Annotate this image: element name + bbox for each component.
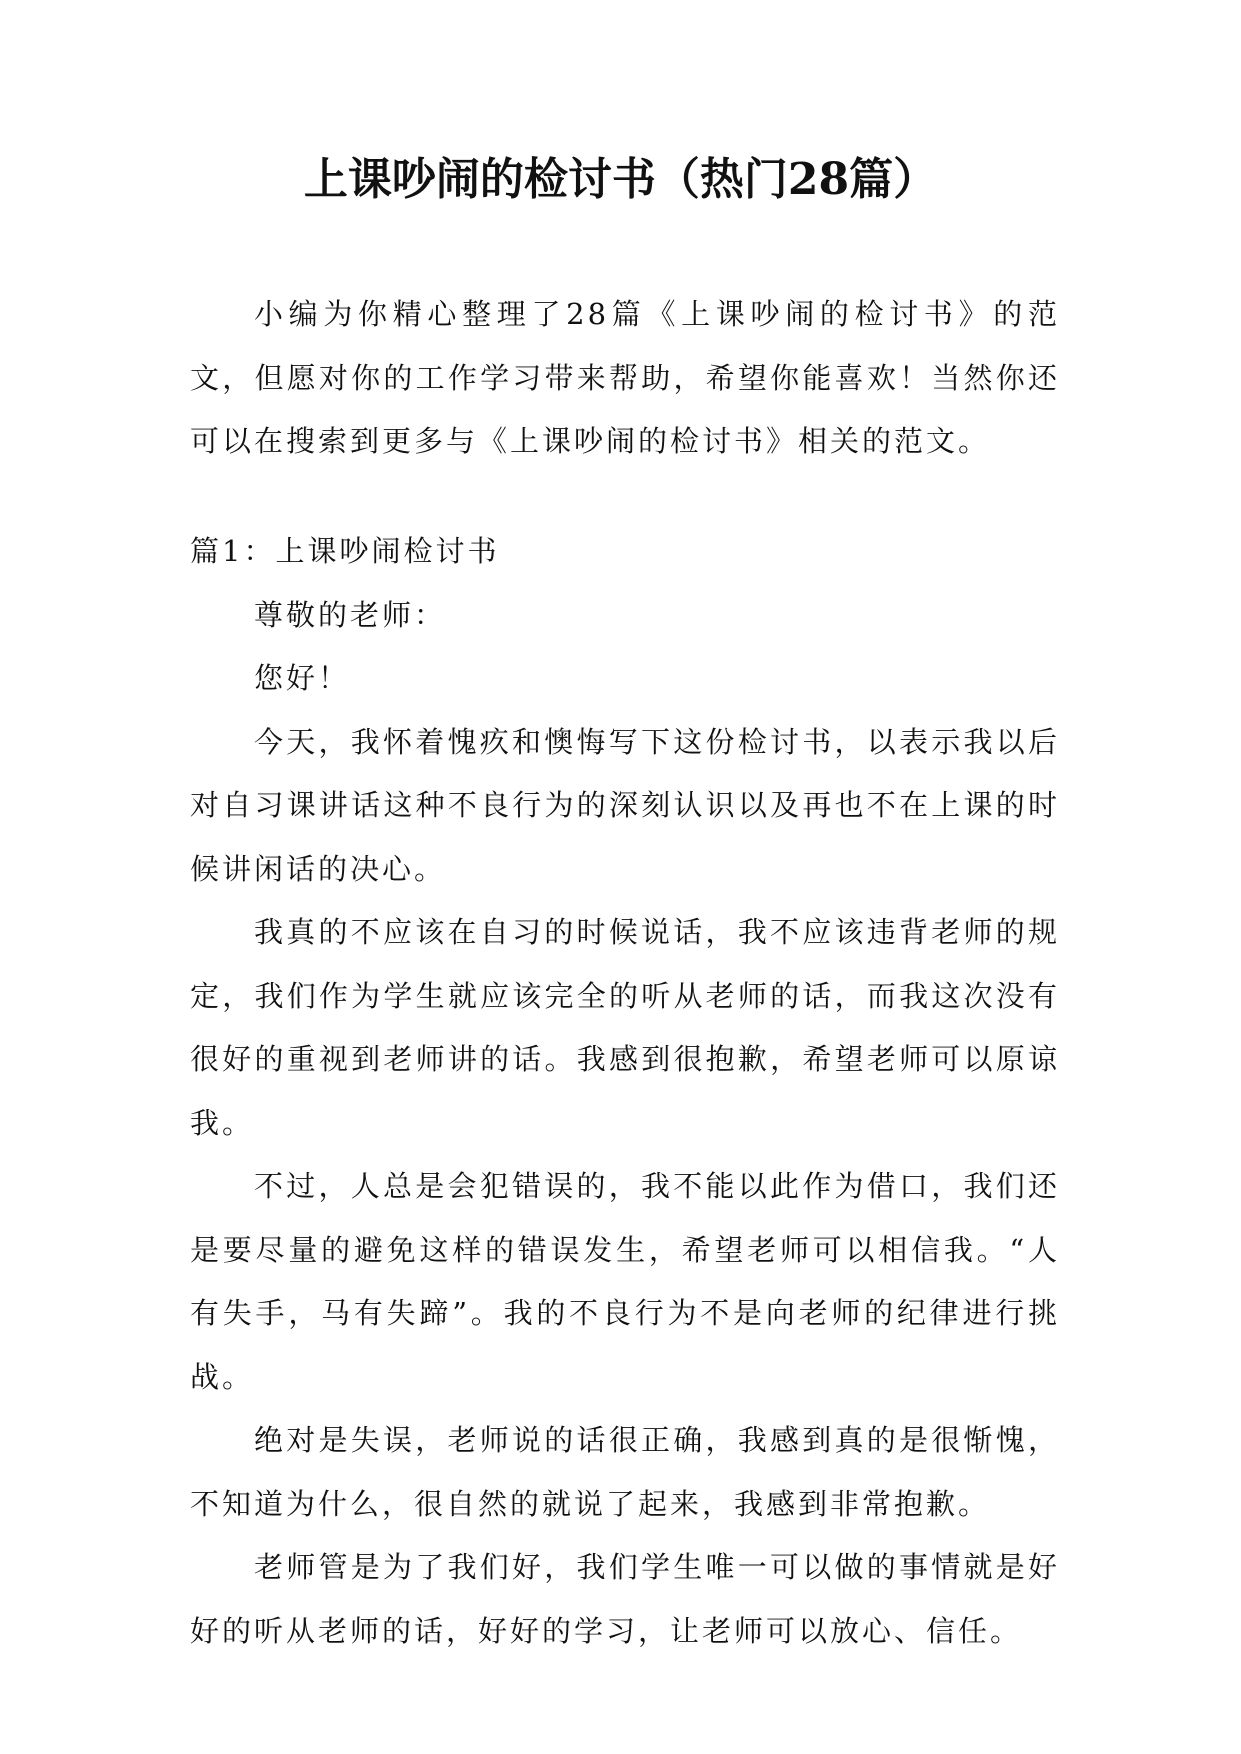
- greeting: 您好！: [254, 661, 351, 695]
- section-heading: 篇1：上课吵闹检讨书: [190, 534, 500, 568]
- intro-section: [190, 283, 1060, 474]
- salutation: 尊敬的老师：: [254, 597, 447, 632]
- body-paragraph-1: 今天，我怀着愧疚和懊悔写下这份检讨书，以表示我以后对自习课讲话这种不良行为的深刻认识以及再也不在上课的时候讲闲话的决心。: [190, 724, 1060, 886]
- intro-paragraph: 小编为你精心整理了28篇《上课吵闹的检讨书》的范文，但愿对你的工作学习带来帮助，希望你能喜欢！当然你还可以在搜索到更多与《上课吵闹的检讨书》相关的范文。: [190, 297, 1060, 458]
- body-paragraph-5: 老师管是为了我们好，我们学生唯一可以做的事情就是好好的听从老师的话，好好的学习，让老师可以放心、信任。: [190, 1550, 1060, 1648]
- body-paragraph-2: 我真的不应该在自习的时候说话，我不应该违背老师的规定，我们作为学生就应该完全的听从老师的话，而我这次没有很好的重视到老师讲的话。我感到很抱歉，希望老师可以原谅我。: [190, 915, 1060, 1140]
- essay-section: [190, 520, 1060, 1663]
- document-title: 上课吵闹的检讨书（热门28篇）: [303, 154, 938, 205]
- body-paragraph-3: 不过，人总是会犯错误的，我不能以此作为借口，我们还是要尽量的避免这样的错误发生，希望老师可以相信我。“人有失手，马有失蹄”。我的不良行为不是向老师的纪律进行挑战。: [190, 1169, 1060, 1394]
- body-paragraph-4: 绝对是失误，老师说的话很正确，我感到真的是很惭愧，不知道为什么，很自然的就说了起来，我感到非常抱歉。: [190, 1423, 1060, 1521]
